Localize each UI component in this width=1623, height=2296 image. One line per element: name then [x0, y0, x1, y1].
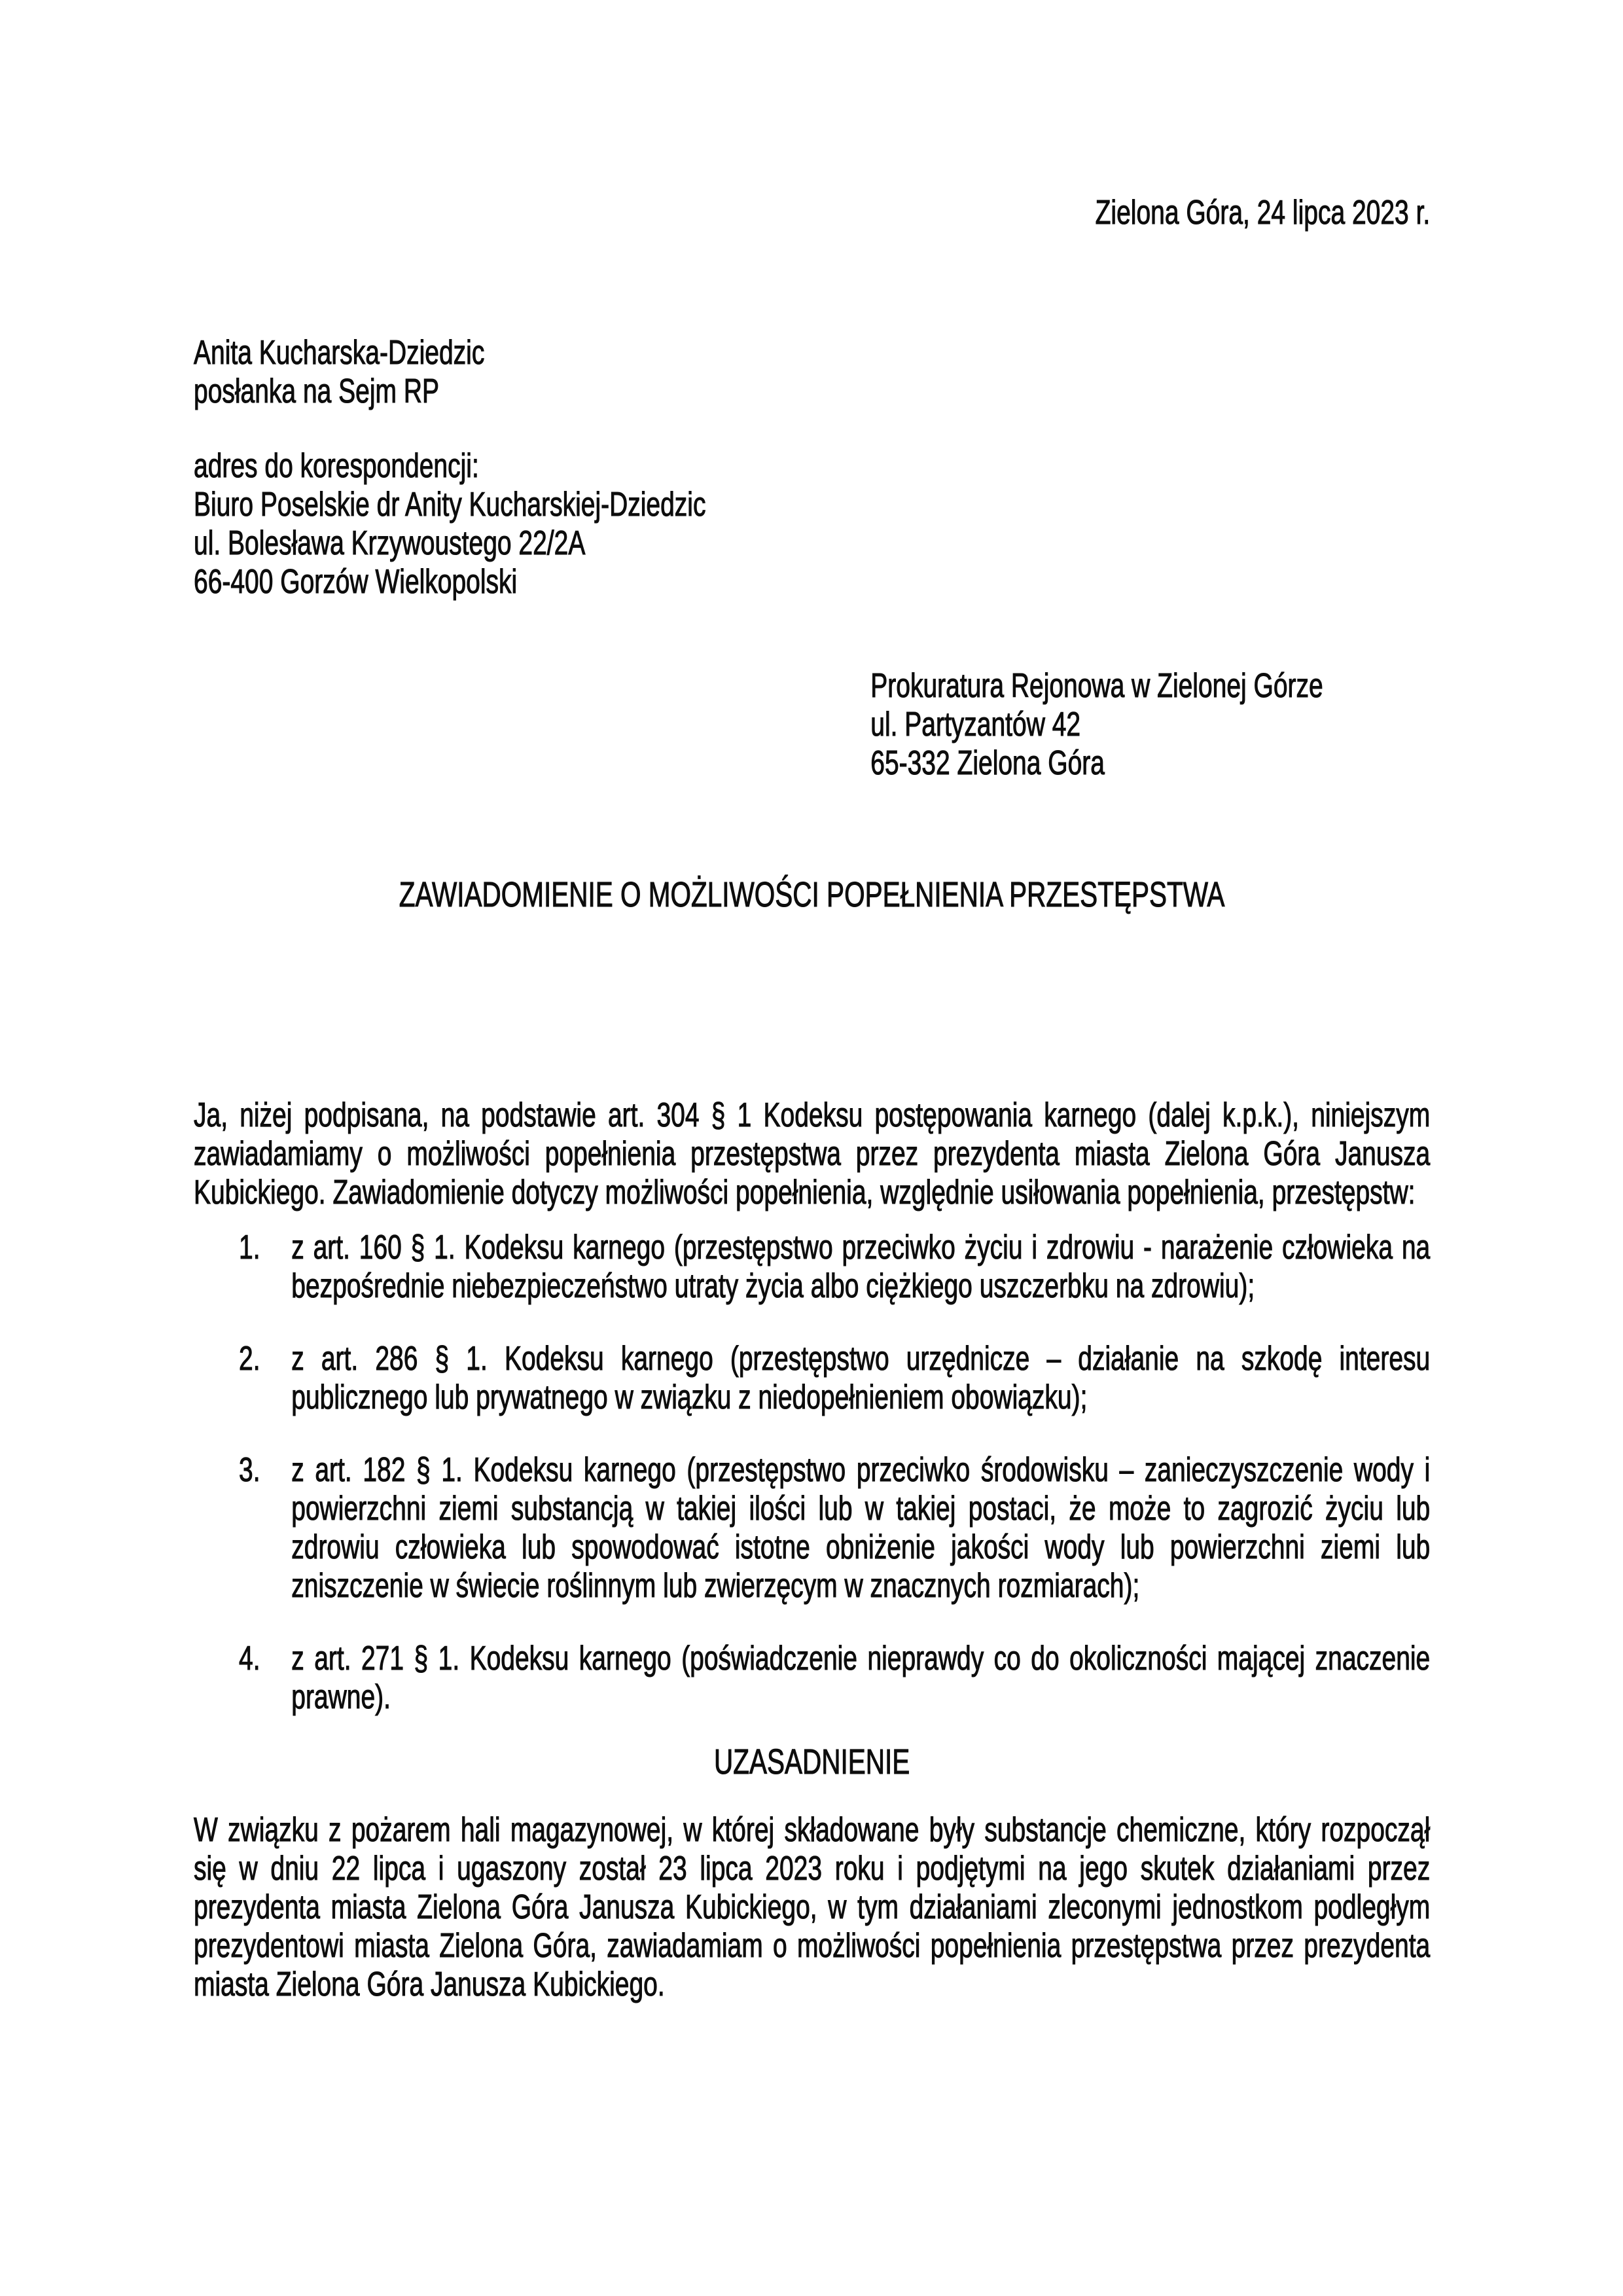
list-item-number: 3.: [239, 1451, 260, 1489]
document-title: ZAWIADOMIENIE O MOŻLIWOŚCI POPEŁNIENIA PRZESTĘPSTWA: [399, 875, 1225, 914]
list-item-number: 4.: [239, 1640, 260, 1677]
date-line: Zielona Góra, 24 lipca 2023 r.: [1095, 194, 1431, 232]
intro-paragraph: Ja, niżej podpisana, na podstawie art. 304 § 1 Kodeksu postępowania karnego (dalej k.p.k.), niniejszym zawiadamiamy o możliwości popełnienia przestępstwa przez prezydenta miasta Zielona Góra Janusza Kubickiego. Zawiadomienie dotyczy możliwości popełnienia, względnie usiłowania popełnienia, przestępstw:: [194, 1096, 1431, 1211]
recipient-block: [194, 667, 1430, 783]
sender-role: posłanka na Sejm RP: [194, 372, 440, 410]
list-item: [194, 1451, 1430, 1605]
sender-block: [194, 334, 1430, 411]
offense-list: [194, 1229, 1430, 1717]
recipient-name: Prokuratura Rejonowa w Zielonej Górze: [870, 667, 1323, 705]
recipient-street: ul. Partyzantów 42: [870, 706, 1081, 744]
list-item-text: z art. 182 § 1. Kodeksu karnego (przestępstwo przeciwko środowisku – zanieczyszczenie wody i powierzchni ziemi substancją w takiej ilości lub w takiej postaci, że może to zagrozić życiu lub zdrowiu człowieka lub spowodować istotne obniżenie jakości wody lub powierzchni ziemi lub zniszczenie w świecie roślinnym lub zwierzęcym w znacznych rozmiarach);: [291, 1451, 1431, 1605]
sender-address-block: [194, 447, 1430, 601]
list-item: [194, 1229, 1430, 1306]
recipient-city: 65-332 Zielona Góra: [870, 744, 1105, 782]
closing-paragraph: W związku z pożarem hali magazynowej, w której składowane były substancje chemiczne, który rozpoczął się w dniu 22 lipca i ugaszony został 23 lipca 2023 roku i podjętymi na jego skutek działaniami przez prezydenta miasta Zielona Góra Janusza Kubickiego, w tym działaniami zleconymi jednostkom podległym prezydentowi miasta Zielona Góra, zawiadamiam o możliwości popełnienia przestępstwa przez prezydenta miasta Zielona Góra Janusza Kubickiego.: [194, 1811, 1431, 2003]
section-heading: UZASADNIENIE: [713, 1742, 910, 1782]
address-line: ul. Bolesława Krzywoustego 22/2A: [194, 524, 586, 562]
list-item: [194, 1640, 1430, 1717]
list-item-number: 2.: [239, 1340, 260, 1378]
list-item-text: z art. 286 § 1. Kodeksu karnego (przestępstwo urzędnicze – działanie na szkodę interesu publicznego lub prywatnego w związku z niedopełnieniem obowiązku);: [291, 1340, 1431, 1416]
document-content: [194, 0, 1430, 2004]
sender-name: Anita Kucharska-Dziedzic: [194, 334, 485, 372]
list-item-text: z art. 160 § 1. Kodeksu karnego (przestępstwo przeciwko życiu i zdrowiu - narażenie człowieka na bezpośrednie niebezpieczeństwo utraty życia albo ciężkiego uszczerbku na zdrowiu);: [291, 1229, 1431, 1305]
list-item-text: z art. 271 § 1. Kodeksu karnego (poświadczenie nieprawdy co do okoliczności mającej znaczenie prawne).: [291, 1640, 1431, 1716]
list-item: [194, 1340, 1430, 1417]
address-line: Biuro Poselskie dr Anity Kucharskiej-Dziedzic: [194, 486, 706, 524]
list-item-number: 1.: [239, 1229, 260, 1266]
address-label: adres do korespondencji:: [194, 447, 479, 485]
address-line: 66-400 Gorzów Wielkopolski: [194, 563, 518, 601]
